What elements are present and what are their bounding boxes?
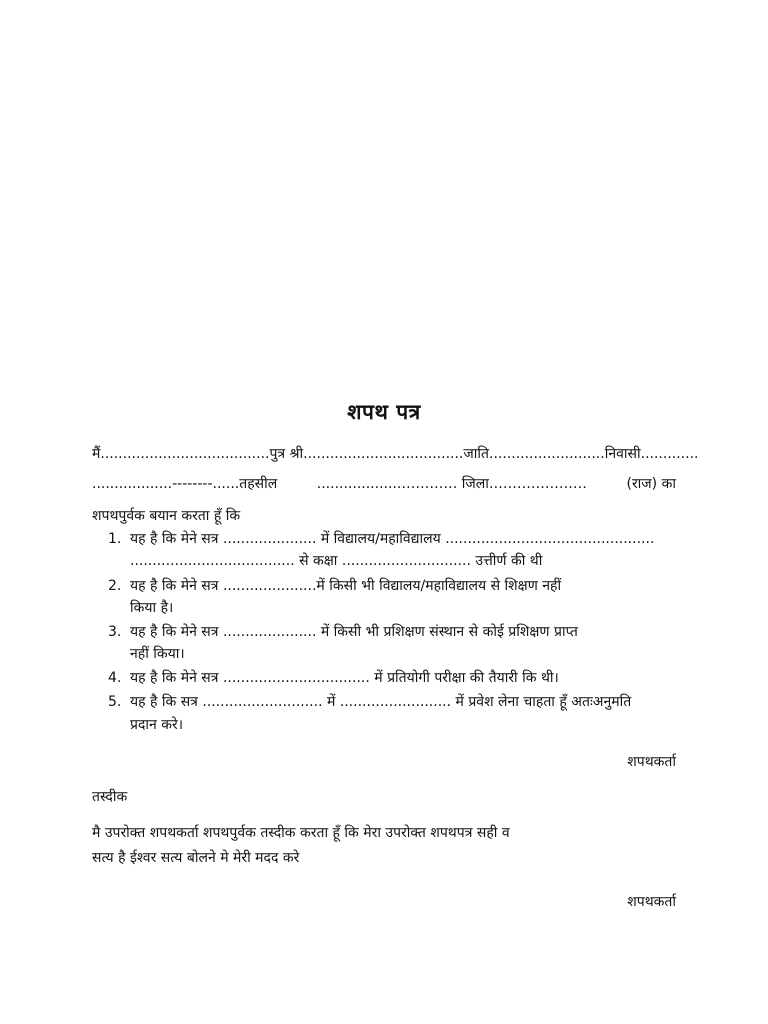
item-number: 2.: [108, 578, 122, 594]
intro-line-3: शपथपुर्वक बयान करता हूँ कि: [92, 508, 241, 524]
residence-blank: .............: [640, 446, 699, 462]
verification-heading: तस्दीक: [92, 789, 128, 805]
item-text-line: यह है कि मेने सत्र .....................में किसी भी विद्यालय/महाविद्यालय से शिक्षण नहीं: [130, 578, 562, 594]
item-text-line: नहीं किया।: [130, 646, 185, 662]
item-number: 1.: [108, 531, 122, 547]
tehsil-blank: ..................--------......तहसील: [92, 476, 278, 492]
deponent-signature-label: शपथकर्ता: [627, 894, 676, 910]
item-text-line: किया है।: [130, 600, 174, 616]
deponent-signature-label: शपथकर्ता: [627, 754, 676, 770]
item-text-line: यह है कि मेने सत्र ..................... में किसी भी प्रशिक्षण संस्थान से कोई प्रशिक्षण प्राप्त: [130, 624, 578, 640]
item-number: 3.: [108, 624, 122, 640]
item-number: 5.: [108, 694, 122, 710]
item-text-line: यह है कि मेने सत्र ................................. में प्रतियोगी परीक्षा की तैयारी कि थी।: [130, 670, 559, 686]
intro-line-1-part: निवासी: [604, 446, 641, 462]
intro-line-2: [92, 473, 676, 495]
name-blank: ......................................: [100, 446, 270, 462]
verification-line: सत्य है ईश्वर सत्य बोलने मे मेरी मदद करे: [92, 850, 300, 866]
item-number: 4.: [108, 670, 122, 686]
item-text-line: यह है कि मेने सत्र ..................... में विद्यालय/महाविद्यालय ...............................................: [130, 531, 655, 547]
intro-line-1-part: जाति: [463, 446, 489, 462]
intro-line-1: [92, 443, 699, 465]
item-text-line: प्रदान करे।: [130, 717, 184, 733]
intro-line-1-part: पुत्र श्री: [269, 446, 304, 462]
state-label: (राज) का: [626, 476, 676, 492]
verification-line: मै उपरोक्त शपथकर्ता शपथपुर्वक तस्दीक करता हूँ कि मेरा उपरोक्त शपथपत्र सही व: [92, 825, 510, 841]
item-text-line: यह है कि सत्र ........................... में ......................... में प्रवेश लेना चाहता हूँ अतःअनुमति: [130, 694, 632, 710]
document-title: शपथ पत्र: [347, 400, 421, 424]
district-blank: ...................………… जिला…………………: [316, 476, 587, 492]
item-text-line: ..................................... से कक्षा ............................. उत्तीर्ण की थी: [130, 553, 543, 569]
intro-line-1-part: मैं: [92, 446, 101, 462]
father-name-blank: ....................................: [303, 446, 464, 462]
caste-blank: ..........................: [489, 446, 605, 462]
